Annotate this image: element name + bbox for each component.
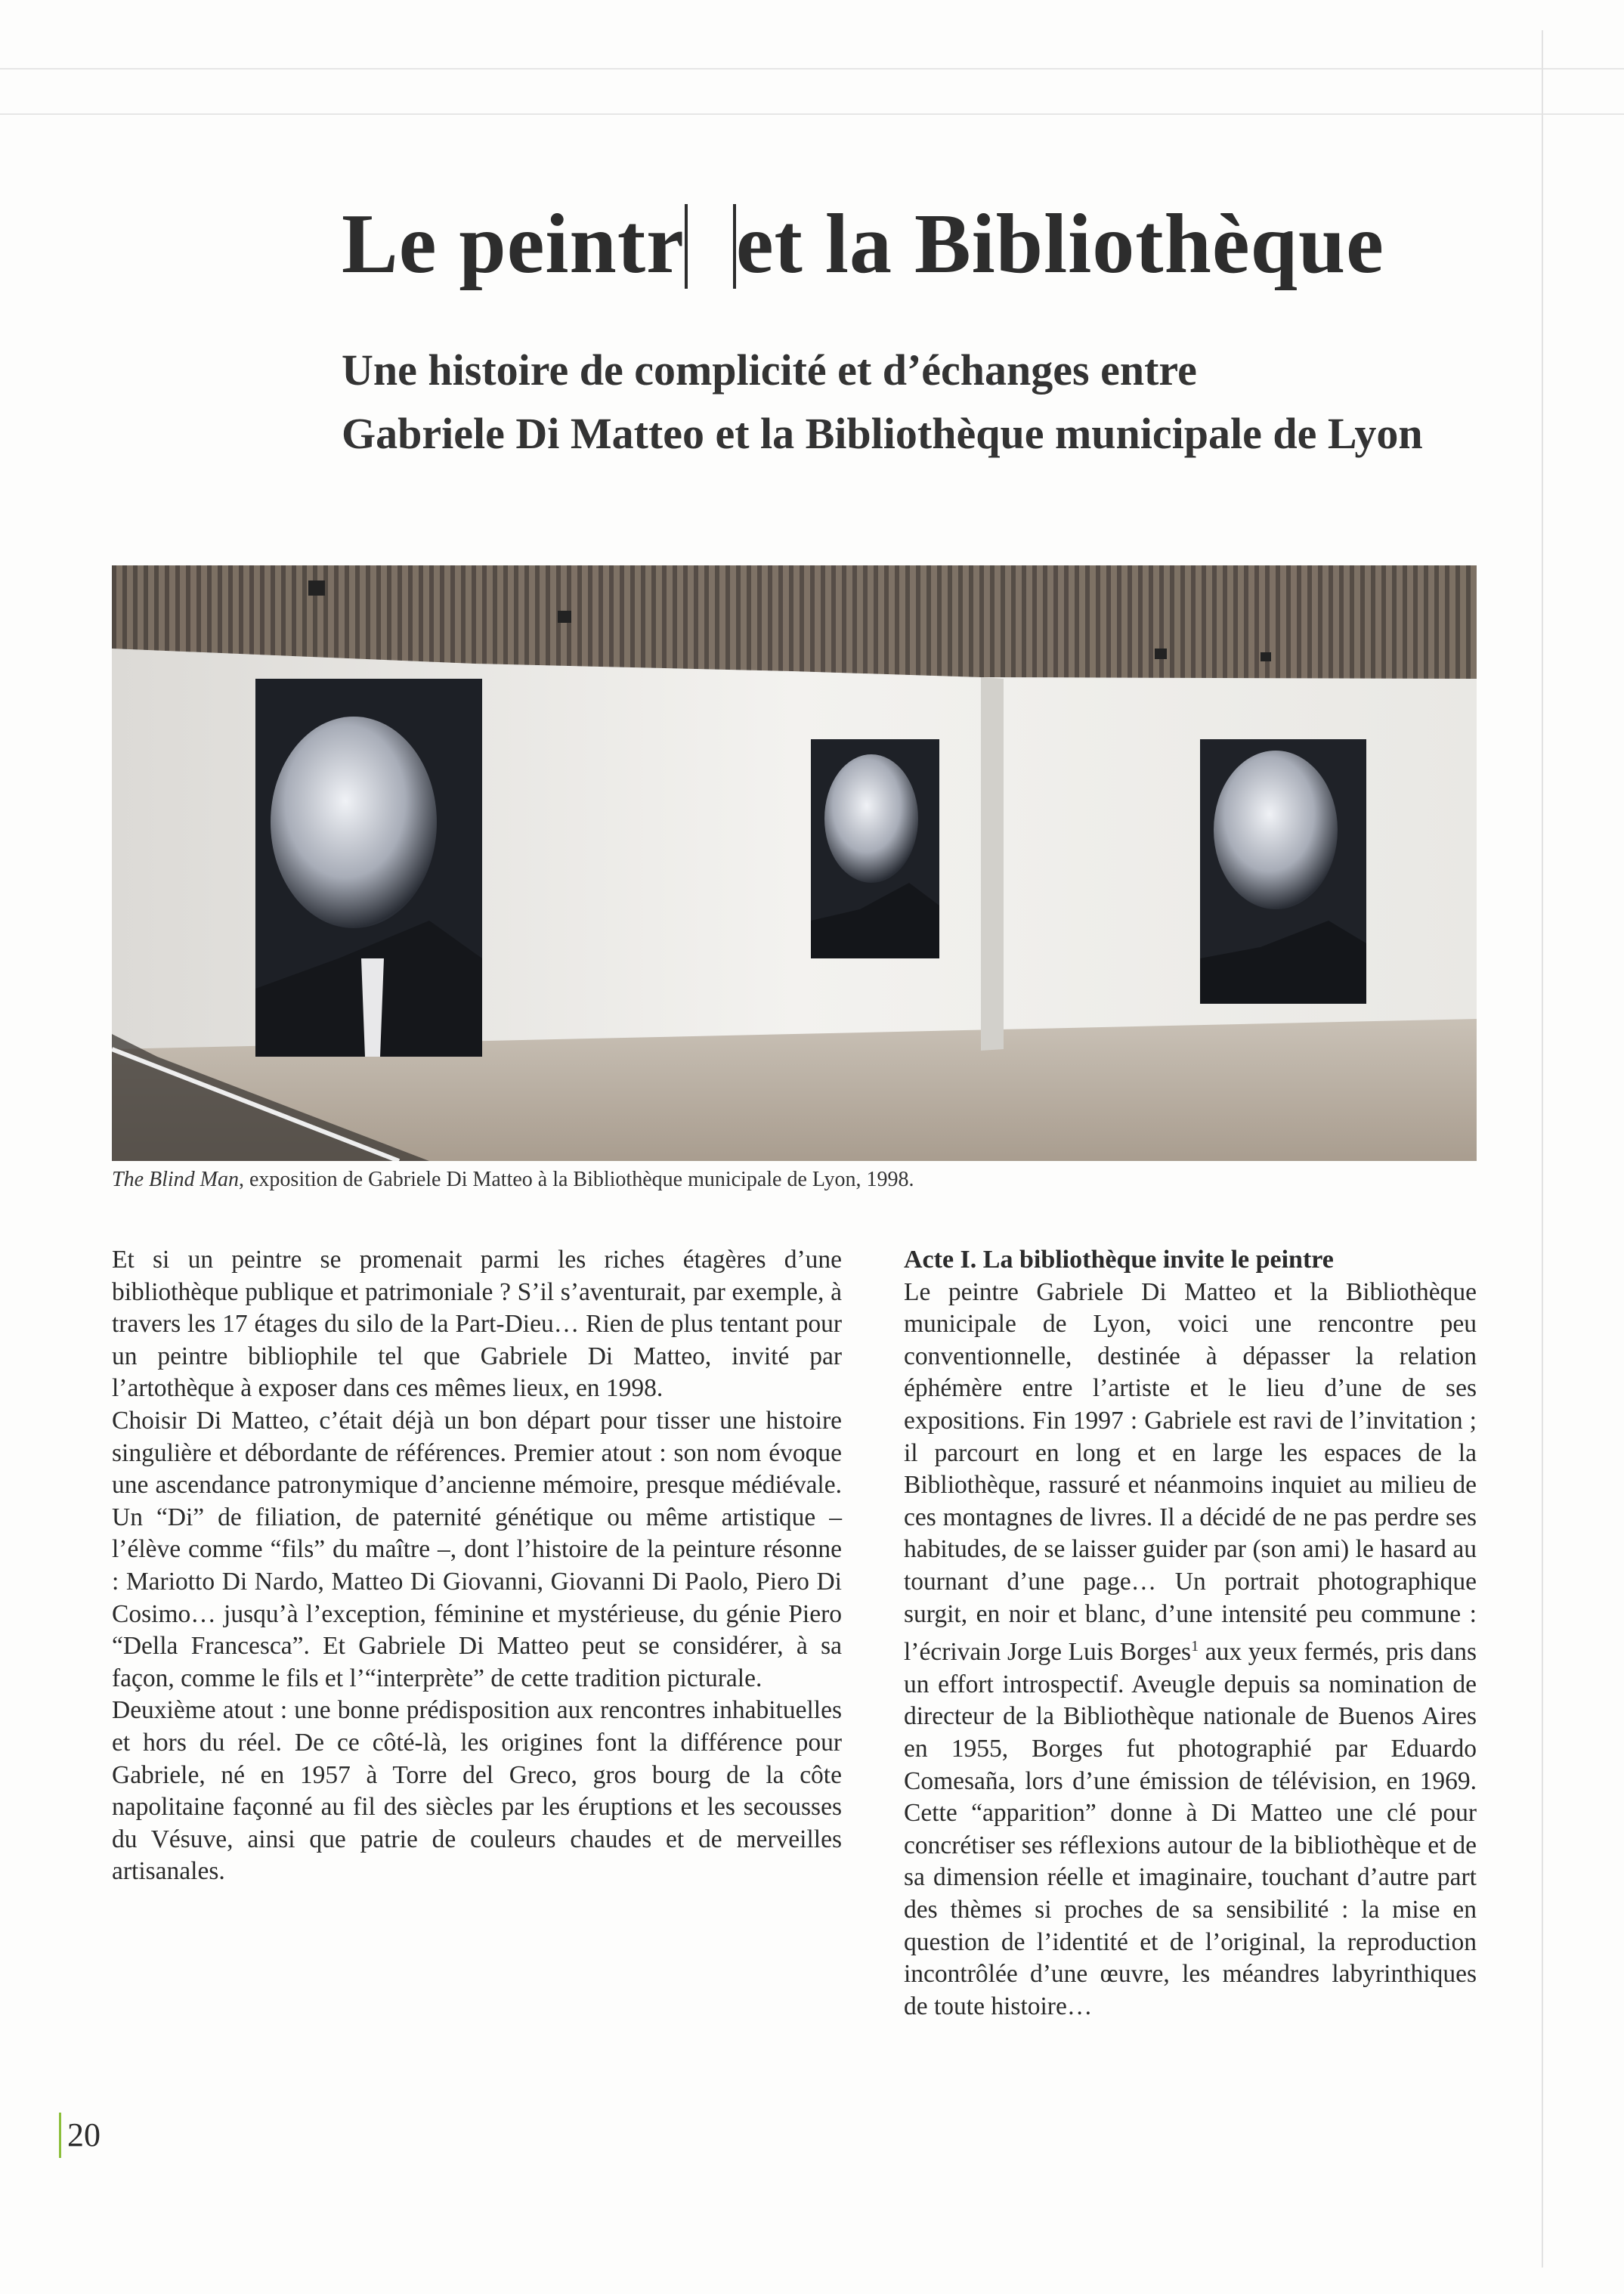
- painting-left: [255, 679, 482, 1057]
- section-heading: Acte I. La bibliothèque invite le peintre: [904, 1246, 1334, 1274]
- caption-text: , exposition de Gabriele Di Matteo à la Bibliothèque municipale de Lyon, 1998.: [239, 1168, 914, 1191]
- right-paragraph-1a: Le peintre Gabriele Di Matteo et la Bibliothèque municipale de Lyon, voici une rencontre peu conventionnelle, destinée à dépasser la relation éphémère entre l’artiste et le lieu d’une de ses expositions. Fin 1997 : Gabriele est ravi de l’invitation ; il parcourt en long et en large les espaces de la Bibliothèque, rassuré et néanmoins inquiet au milieu de ces montagnes de livres. Il a décidé de ne pas perdre ses habitudes, de se laisser guider par (son ami) le hasard au tournant d’une page… Un portrait photographique surgit, en noir et blanc, d’une intensité peu commune : l’écrivain Jorge Luis Borges: [904, 1277, 1477, 1667]
- photo-caption: [112, 1168, 1477, 1192]
- subtitle: [342, 339, 1536, 466]
- title-part-1: Le peintr: [342, 197, 685, 291]
- page-title: [342, 198, 1536, 291]
- painting-center: [811, 739, 939, 958]
- left-paragraph-2: Choisir Di Matteo, c’était déjà un bon départ pour tisser une histoire singulière et débordante de références. Premier atout : son nom évoque une ascendance patronymique d’ancienne mémoire, presque médiévale. Un “Di” de filiation, de paternité génétique ou même artistique – l’élève comme “fils” du maître –, dont l’histoire de la peinture résonne : Mariotto Di Nardo, Matteo Di Giovanni, Giovanni Di Paolo, Piero Di Cosimo… jusqu’à l’exception, féminine et mystérieuse, du génie Piero “Della Francesca”. Et Gabriele Di Matteo peut se considérer, à sa façon, comme le fils et l’“interprète” de cette tradition picturale.: [112, 1406, 842, 1692]
- title-part-2: et la Bibliothèque: [735, 197, 1384, 291]
- exhibition-photo: [112, 565, 1477, 1161]
- top-rule-2: [0, 113, 1624, 115]
- top-rule: [0, 68, 1624, 70]
- subtitle-line-2: Gabriele Di Matteo et la Bibliothèque municipale de Lyon: [342, 409, 1423, 458]
- right-column: [904, 1244, 1477, 2023]
- left-paragraph-1: Et si un peintre se promenait parmi les riches étagères d’une bibliothèque publique et patrimoniale ? S’il s’aventurait, par exemple, à travers les 17 étages du silo de la Part-Dieu… Rien de plus tentant pour un peintre bibliophile tel que Gabriele Di Matteo, invité par l’artothèque à exposer dans ces mêmes lieux, en 1998.: [112, 1246, 842, 1403]
- right-paragraph-1: [904, 1277, 1477, 2023]
- caption-work-title: The Blind Man: [112, 1168, 239, 1191]
- left-paragraph-3: Deuxième atout : une bonne prédisposition aux rencontres inhabituelles et hors du réel. De ce côté-là, les origines font la différence pour Gabriele, né en 1957 à Torre del Greco, gros bourg de la côte napolitaine façonné au fil des siècles par les éruptions et les secousses du Vésuve, ainsi que patrie de couleurs chaudes et de merveilles artisanales.: [112, 1696, 842, 1886]
- left-column: [112, 1244, 842, 1888]
- page-number: 20: [59, 2113, 101, 2158]
- text-cursor: [685, 204, 688, 289]
- footnote-mark: 1: [1191, 1638, 1199, 1655]
- right-margin-rule: [1542, 30, 1543, 2268]
- subtitle-line-1: Une histoire de complicité et d’échanges entre: [342, 345, 1197, 395]
- right-paragraph-1b: aux yeux fermés, pris dans un effort introspectif. Aveugle depuis sa nomination de directeur de la Bibliothèque nationale de Buenos Aires en 1955, Borges fut photographié par Eduardo Comesaña, lors d’une émission de télévision, en 1969. Cette “apparition” donne à Di Matteo une clé pour concrétiser ses réflexions autour de la bibliothèque et de sa dimension réelle et imaginaire, touchant d’autre part des thèmes si proches de sa sensibilité : la mise en question de l’identité et de l’original, la reproduction incontrôlée d’une œuvre, les méandres labyrinthiques de toute histoire…: [904, 1638, 1477, 2020]
- painting-right: [1200, 739, 1366, 1004]
